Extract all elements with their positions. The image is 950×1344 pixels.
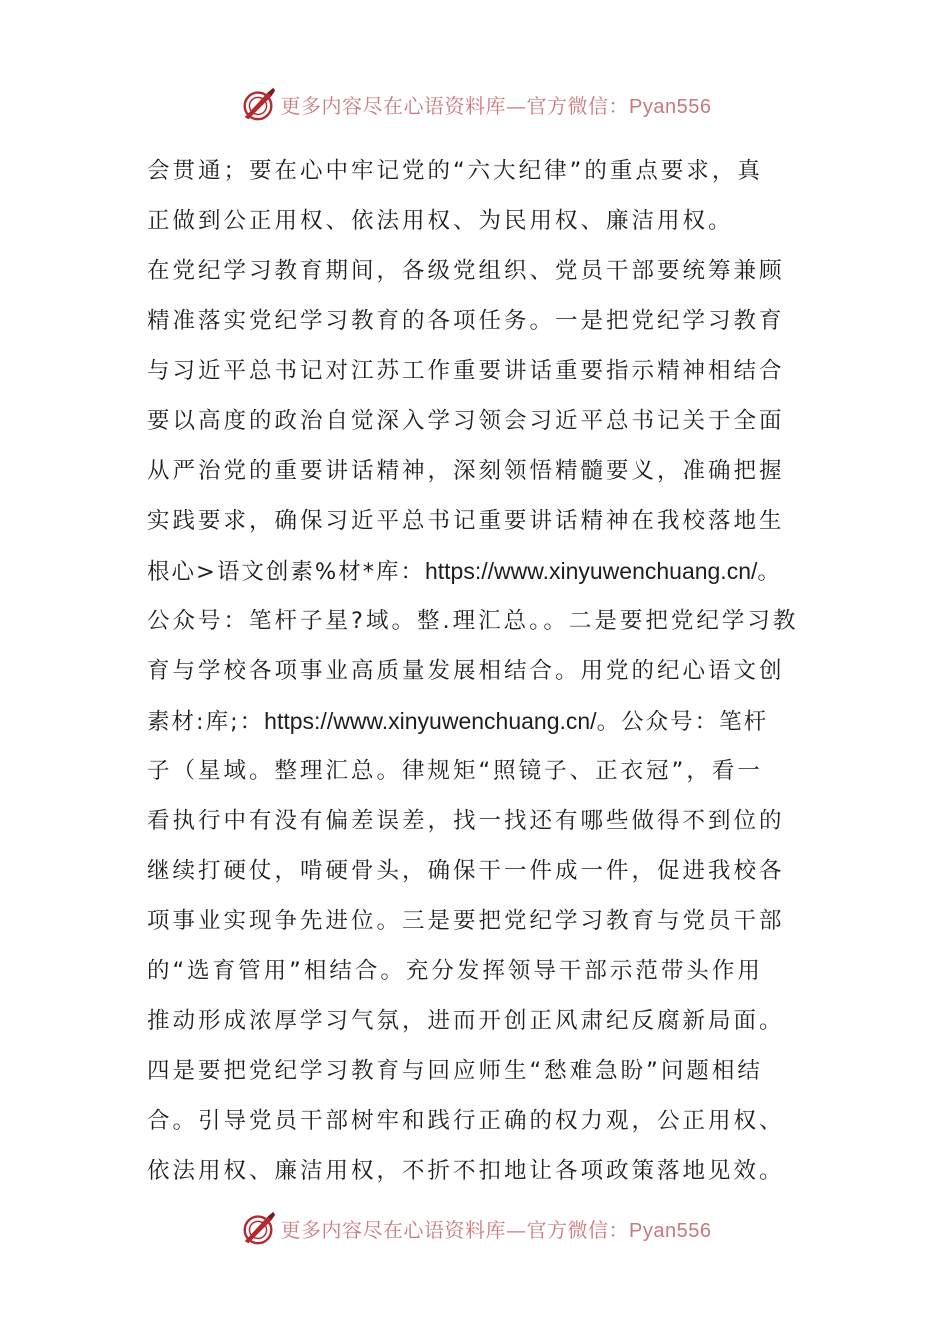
pen-logo-icon	[239, 85, 277, 123]
header-banner	[0, 84, 950, 124]
paragraph-line: 实践要求，确保习近平总书记重要讲话精神在我校落地生	[147, 508, 785, 534]
paragraph-line: 看执行中有没有偏差误差，找一找还有哪些做得不到位的	[147, 808, 785, 834]
paragraph-line: 四是要把党纪学习教育与回应师生“愁难急盼”问题相结	[147, 1058, 763, 1084]
banner-text: 更多内容尽在心语资料库—官方微信：Pyan556	[280, 93, 712, 118]
url-link[interactable]: https://www.xinyuwenchuang.cn/	[264, 708, 597, 734]
paragraph-line: 推动形成浓厚学习气氛，进而开创正风肃纪反腐新局面。	[147, 1008, 785, 1034]
paragraph-line: 正做到公正用权、依法用权、为民用权、廉洁用权。	[147, 208, 734, 234]
footer-banner	[0, 1208, 950, 1248]
paragraph-line: 合。引导党员干部树牢和践行正确的权力观，公正用权、	[147, 1108, 785, 1134]
banner-text: 更多内容尽在心语资料库—官方微信：Pyan556	[280, 1217, 712, 1242]
document-body	[147, 146, 807, 1196]
paragraph-line: 精准落实党纪学习教育的各项任务。一是把党纪学习教育	[147, 308, 785, 334]
paragraph-line: 公众号：笔杆子星?域。整.理汇总。。二是要把党纪学习教	[147, 608, 799, 634]
url-link[interactable]: https://www.xinyuwenchuang.cn/	[424, 558, 758, 584]
paragraph-line: 要以高度的政治自觉深入学习领会习近平总书记关于全面	[147, 408, 785, 434]
paragraph-line: 继续打硬仗，啃硬骨头，确保干一件成一件，促进我校各	[147, 858, 785, 884]
paragraph-line: 根心>语文创素%材*库：https://www.xinyuwenchuang.cn/。	[147, 558, 782, 585]
paragraph-line: 与习近平总书记对江苏工作重要讲话重要指示精神相结合	[147, 358, 785, 384]
paragraph-line: 子（星域。整理汇总。律规矩“照镜子、正衣冠”，看一	[147, 758, 763, 784]
paragraph-line: 依法用权、廉洁用权，不折不扣地让各项政策落地见效。	[147, 1158, 785, 1184]
paragraph-line: 的“选育管用”相结合。充分发挥领导干部示范带头作用	[147, 958, 763, 984]
pen-logo-icon	[239, 1209, 277, 1247]
paragraph-line: 素材:库;：https://www.xinyuwenchuang.cn/。公众号：笔杆	[147, 708, 769, 735]
paragraph-line: 会贯通；要在心中牢记党的“六大纪律”的重点要求，真	[147, 158, 763, 184]
paragraph-line: 从严治党的重要讲话精神，深刻领悟精髓要义，准确把握	[147, 458, 785, 484]
paragraph-line: 育与学校各项事业高质量发展相结合。用党的纪心语文创	[147, 658, 785, 684]
paragraph-line: 项事业实现争先进位。三是要把党纪学习教育与党员干部	[147, 908, 785, 934]
paragraph-line: 在党纪学习教育期间，各级党组织、党员干部要统筹兼顾	[147, 258, 785, 284]
